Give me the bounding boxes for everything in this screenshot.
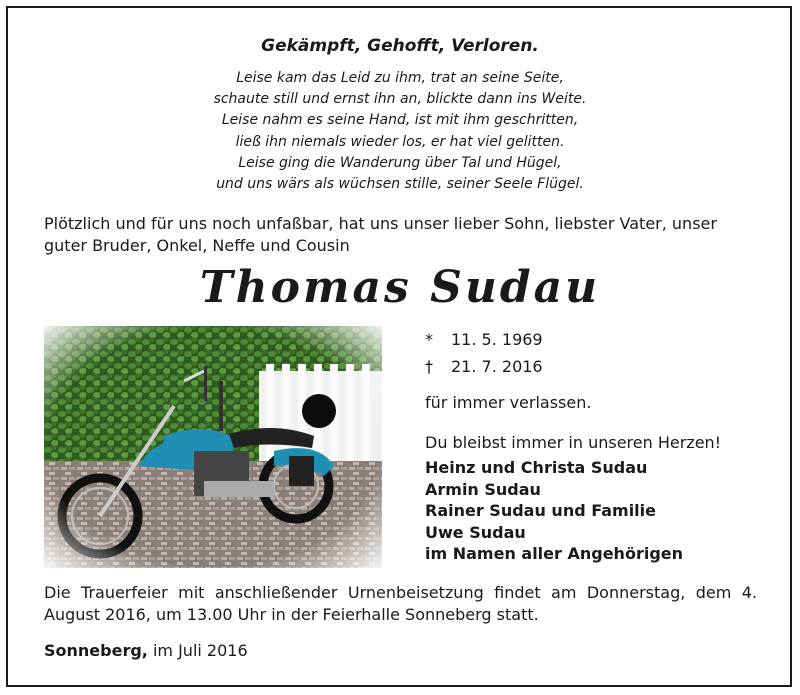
mourner: Armin Sudau	[425, 479, 541, 499]
death-date-value: 21. 7. 2016	[451, 357, 543, 376]
mourner: Rainer Sudau und Familie	[425, 501, 656, 520]
poem	[0, 68, 800, 195]
poem-line: schaute still und ernst ihn an, blickte dann ins Weite.	[213, 91, 587, 108]
poem-line: ließ ihn niemals wieder los, er hat viel gelitten.	[235, 133, 565, 150]
poem-line: Leise nahm es seine Hand, ist mit ihm geschritten,	[221, 112, 579, 129]
poem-line: und uns wärs als wüchsen stille, seiner Seele Flügel.	[216, 176, 584, 193]
poem-line: Leise ging die Wanderung über Tal und Hügel,	[238, 154, 562, 171]
heart-text: Du bleibst immer in unseren Herzen!	[425, 433, 722, 452]
place-date-value: im Juli 2016	[147, 641, 248, 660]
motto: Gekämpft, Gehofft, Verloren.	[261, 36, 539, 56]
mourner: Heinz und Christa Sudau	[425, 458, 648, 477]
death-symbol: †	[425, 357, 433, 376]
birth-symbol: *	[425, 330, 433, 349]
mourner: Uwe Sudau	[425, 522, 526, 542]
death-date	[425, 353, 543, 380]
mourners-list	[425, 457, 683, 565]
birth-date-value: 11. 5. 1969	[451, 330, 543, 349]
birth-date	[425, 326, 543, 353]
deceased-name: Thomas Sudau	[199, 262, 601, 313]
mourner: im Namen aller Angehörigen	[425, 544, 684, 563]
life-dates	[425, 326, 543, 380]
ceremony-text: Die Trauerfeier mit anschließender Urnenbeisetzung findet am Donnerstag, dem 4. August 2016, um 13.00 Uhr in der Feierhalle Sonneberg statt.	[44, 583, 757, 624]
poem-line: Leise kam das Leid zu ihm, trat an seine Seite,	[236, 70, 564, 86]
place-date	[44, 641, 248, 660]
left-us-text: für immer verlassen.	[425, 393, 592, 412]
intro-text: Plötzlich und für uns noch unfaßbar, hat uns unser lieber Sohn, liebster Vater, unser guter Bruder, Onkel, Neffe und Cousin	[44, 214, 717, 255]
place-city: Sonneberg,	[44, 641, 148, 660]
motorcycle-photo	[44, 326, 382, 568]
